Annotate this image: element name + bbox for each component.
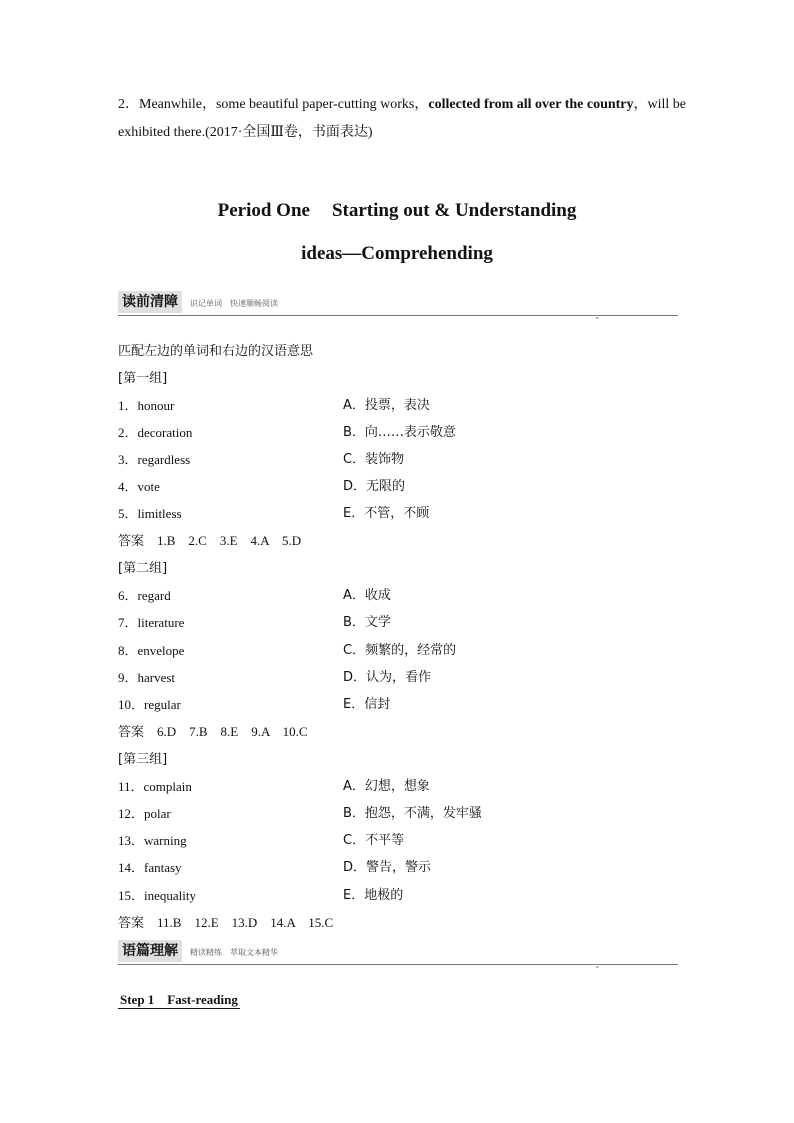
divider-notch-icon: ⌄ (594, 961, 601, 970)
meaning-item: C．不平等 (343, 833, 405, 848)
section-header-preread (118, 291, 678, 321)
word-item: 11．complain (118, 779, 192, 794)
page-title (0, 200, 794, 222)
meaning-item: E．信封 (343, 697, 391, 712)
section-tag: 语篇理解 (118, 940, 182, 962)
word-item: 9．harvest (118, 670, 176, 685)
word-item: 14．fantasy (118, 860, 182, 875)
meaning-item: B．向……表示敬意 (343, 425, 456, 440)
word-item: 13．warning (118, 833, 187, 848)
group-label: [第三组] (118, 752, 168, 767)
answer-line: 答案 11.B 12.E 13.D 14.A 15.C (118, 915, 334, 930)
word-item: 6．regard (118, 588, 171, 603)
word-item: 7．literature (118, 615, 185, 630)
step-heading: Step 1 Fast-reading (120, 992, 238, 1007)
intro-line-1 (118, 91, 687, 119)
word-item: 10．regular (118, 697, 181, 712)
meaning-item: A．收成 (343, 588, 391, 603)
meaning-item: E．地极的 (343, 888, 404, 903)
intro-paragraph (118, 91, 687, 147)
meaning-item: B．抱怨，不满，发牢骚 (343, 806, 482, 821)
intro-line-2: exhibited there.(2017·全国Ⅲ卷，书面表达) (118, 125, 373, 140)
meaning-item: A．投票，表决 (343, 398, 430, 413)
title-part2: Starting out & Understanding (331, 200, 577, 221)
meaning-item: D．警告，警示 (343, 860, 432, 875)
meaning-item: C．装饰物 (343, 452, 405, 467)
section-subtitle: 精读精练 萃取文本精华 (190, 948, 278, 957)
group-label: [第一组] (118, 371, 168, 386)
title-part1: Period One (217, 200, 310, 221)
divider-notch-icon: ⌄ (594, 312, 601, 321)
meaning-item: D．认为，看作 (343, 670, 432, 685)
intro-tail: ，will be (633, 97, 687, 112)
answer-line: 答案 1.B 2.C 3.E 4.A 5.D (118, 533, 302, 548)
word-item: 3．regardless (118, 452, 191, 467)
section-tag: 读前清障 (118, 291, 182, 313)
meaning-item: C．频繁的，经常的 (343, 643, 457, 658)
intro-bold: collected from all over the country (428, 97, 634, 112)
group-label: [第二组] (118, 561, 168, 576)
section-header-reading (118, 940, 678, 970)
instruction: 匹配左边的单词和右边的汉语意思 (118, 344, 314, 359)
meaning-item: D．无限的 (343, 479, 406, 494)
answer-line: 答案 6.D 7.B 8.E 9.A 10.C (118, 724, 308, 739)
section-subtitle: 识记单词 快速顺畅阅读 (190, 299, 278, 308)
meaning-item: B．文学 (343, 615, 391, 630)
page-title-line2: ideas—Comprehending (301, 243, 493, 264)
word-item: 4．vote (118, 479, 160, 494)
meaning-item: A．幻想，想象 (343, 779, 430, 794)
intro-lead: 2．Meanwhile，some beautiful paper-cutting works， (118, 97, 429, 112)
word-item: 12．polar (118, 806, 171, 821)
word-item: 8．envelope (118, 643, 185, 658)
word-item: 15．inequality (118, 888, 196, 903)
word-item: 5．limitless (118, 506, 182, 521)
meaning-item: E．不管，不顾 (343, 506, 430, 521)
word-item: 2．decoration (118, 425, 193, 440)
word-item: 1．honour (118, 398, 175, 413)
